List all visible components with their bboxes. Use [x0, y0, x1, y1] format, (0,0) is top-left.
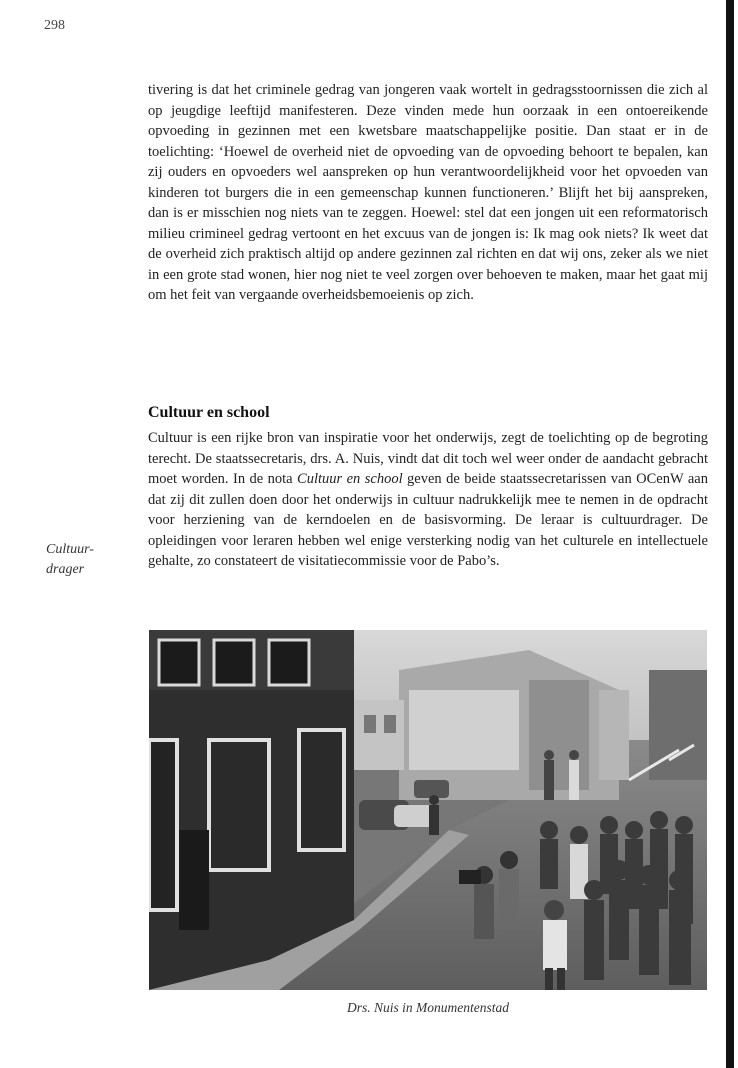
paragraph-part-a: Cultuur is een rijke bron van inspiratie voor het onderwijs, zegt de toelichting op de begroting terecht. De staatssecretaris, drs. A. Nuis, vindt dat dit toch wel weer onder de aandacht gebracht moet worden. In de nota: [148, 430, 708, 487]
street-photo-illustration: [149, 630, 707, 990]
photo-caption: Drs. Nuis in Monumentenstad: [347, 1000, 509, 1015]
body-paragraph-1: [148, 80, 708, 306]
paragraph-text: tivering is dat het criminele gedrag van jongeren vaak wortelt in gedragsstoornissen die zich al op jeugdige leeftijd manifesteren. Deze vinden mede hun oorzaak in een ontoereikende opvoeding in gezinnen met een kwetsbare maatschappelijke positie. Dan staat er in de toelichting: ‘Hoewel de overheid niet de opvoeding van de opvoeding behoort te bepalen, kan zij ouders en opvoeders wel aanspreken op hun verantwoordelijkheid voor het opvoeden van kinderen tot burgers die in een gemeenschap kunnen functioneren.’ Blijft het bij aanspreken, dan is er misschien nog niets van te zeggen. Hoewel: stel dat een jongen uit een reformatorisch milieu crimineel gedrag vertoont en het excuus van de jongen is: Ik mag ook niets? Ik weet dat de overheid zich praktisch altijd op andere gezinnen zal richten en dat wij ons, zeker als we niet in een grote stad wonen, hier nog niet te veel zorgen over behoeven te maken, maar het gaat mij om het feit van vergaande overheidsbemoeienis op zich.: [148, 82, 708, 303]
street-photo: [149, 630, 707, 990]
paragraph-part-b: geven de beide staatssecretarissen van OCenW aan dat zij dit zullen doen door het onderwijs in cultuur nadrukkelijk mee te nemen in de opdracht voor herziening van de kerndoelen en de basisvorming. De leraar is cultuurdrager. De opleidingen voor leraren hebben wel enige versterking nodig van het culturele en intellectuele gehalte, zo constateert de visitatiecommissie voor de Pabo’s.: [148, 471, 708, 569]
nota-title: Cultuur en school: [297, 471, 403, 487]
margin-note: [46, 540, 136, 580]
margin-note-line-2: drager: [46, 562, 85, 577]
section-heading: Cultuur en school: [148, 404, 270, 421]
page-number: 298: [44, 18, 65, 33]
margin-note-line-1: Cultuur-: [46, 542, 94, 557]
paragraph-text: [148, 428, 708, 572]
body-paragraph-2: [148, 428, 708, 572]
page-edge-bar: [726, 0, 734, 1068]
